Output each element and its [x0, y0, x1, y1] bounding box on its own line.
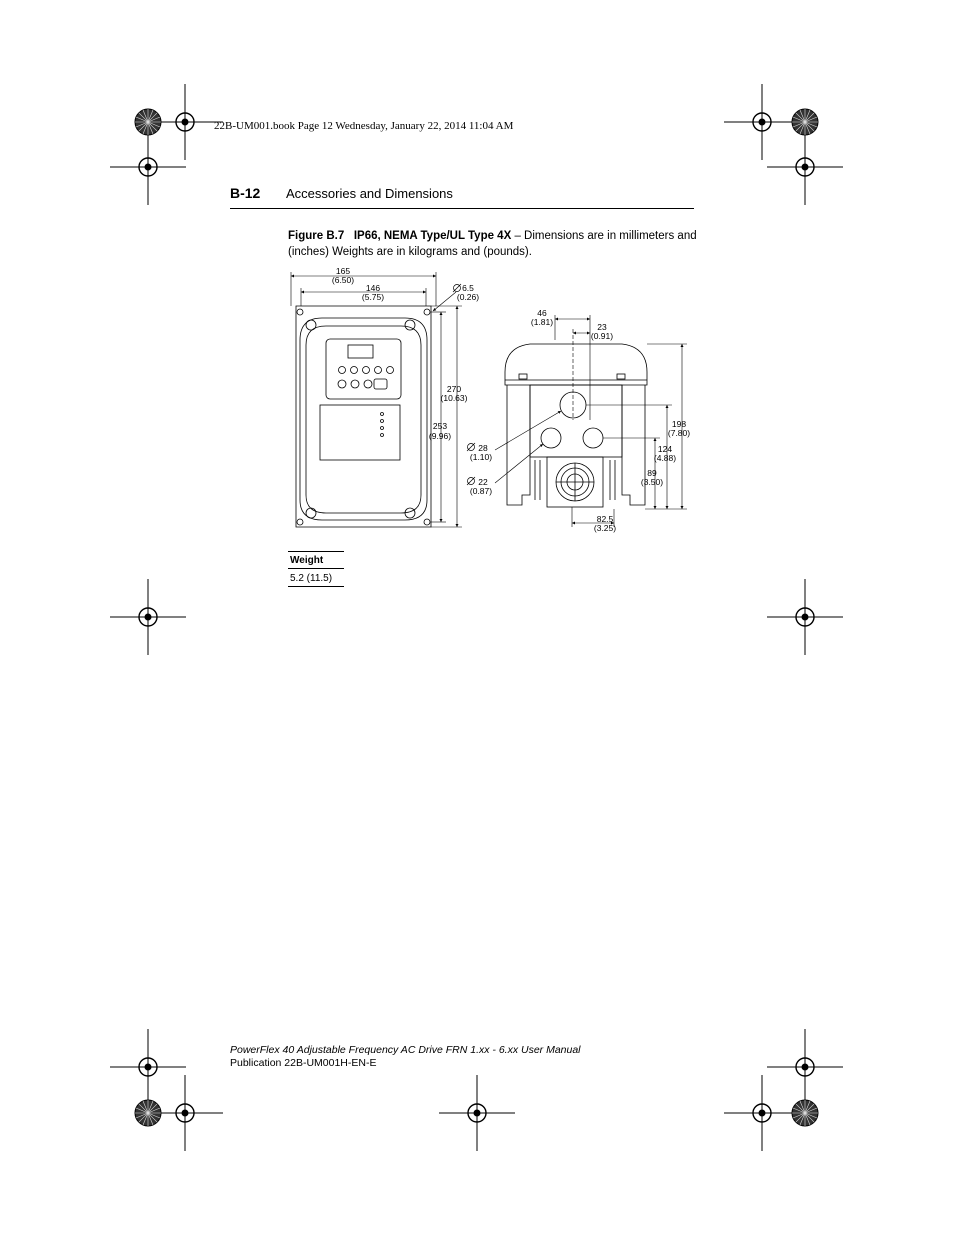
- cover-panel: [320, 405, 400, 460]
- dim-124: 124: [657, 444, 673, 454]
- dim-89: 89: [647, 468, 657, 478]
- crosshair-icon: [724, 84, 800, 160]
- crosshair-icon: [767, 1029, 843, 1105]
- color-star-icon: [792, 1100, 818, 1126]
- figure-caption: [288, 228, 698, 260]
- crosshair-icon: [439, 1075, 515, 1151]
- dim-46: 46: [537, 308, 547, 318]
- dim-89-in: (3.50): [640, 477, 664, 487]
- dim-124-in: (4.88): [653, 453, 677, 463]
- color-star-icon: [135, 1100, 161, 1126]
- weight-value: 5.2 (11.5): [290, 573, 333, 584]
- conduit-22-icon: [583, 428, 603, 448]
- front-enclosure: [300, 318, 427, 520]
- publication-number: Publication 22B-UM001H-EN-E: [230, 1057, 377, 1069]
- dim-165: 165: [335, 266, 351, 276]
- dim-198: 198: [671, 419, 687, 429]
- dim-270: 270: [446, 384, 462, 394]
- conduit-22-icon: [541, 428, 561, 448]
- dim-28: 28: [478, 443, 488, 453]
- figure-title: IP66, NEMA Type/UL Type 4X: [353, 230, 512, 242]
- crosshair-icon: [110, 129, 186, 205]
- dim-hole-in: (0.26): [456, 292, 480, 302]
- crosshair-icon: [724, 1075, 800, 1151]
- manual-title: PowerFlex 40 Adjustable Frequency AC Drive FRN 1.xx - 6.xx User Manual: [230, 1044, 581, 1056]
- crosshair-icon: [767, 129, 843, 205]
- page-footer: [230, 1044, 581, 1070]
- dim-22: 22: [478, 477, 488, 487]
- dim-46-in: (1.81): [530, 317, 554, 327]
- dim-146: 146: [365, 283, 381, 293]
- dim-270-in: (10.63): [440, 393, 468, 403]
- weight-header: Weight: [290, 555, 324, 566]
- keypad-panel: [326, 339, 401, 399]
- color-star-icon: [135, 109, 161, 135]
- section-title: Accessories and Dimensions: [286, 186, 453, 201]
- dim-165-in: (6.50): [331, 275, 355, 285]
- dim-23-in: (0.91): [590, 331, 614, 341]
- print-slug: 22B-UM001.book Page 12 Wednesday, January 22, 2014 11:04 AM: [214, 120, 514, 132]
- dim-22-in: (0.87): [469, 486, 493, 496]
- dim-28-in: (1.10): [469, 452, 493, 462]
- header-rule: [230, 208, 694, 209]
- dimension-drawing: [280, 262, 700, 542]
- crosshair-icon: [110, 1029, 186, 1105]
- dim-146-in: (5.75): [361, 292, 385, 302]
- dim-82-5-in: (3.25): [593, 523, 617, 533]
- figure-description: – Dimensions are in millimeters and (inches) Weights are in kilograms and (pounds).: [288, 230, 697, 258]
- dim-hole: 6.5: [462, 283, 474, 293]
- dim-253-in: (9.96): [428, 431, 452, 441]
- weight-table: [288, 551, 344, 587]
- color-star-icon: [792, 109, 818, 135]
- dim-82-5: 82.5: [596, 514, 614, 524]
- dim-198-in: (7.80): [667, 428, 691, 438]
- crosshair-icon: [767, 579, 843, 655]
- figure-label: Figure B.7: [288, 230, 345, 242]
- crosshair-icon: [110, 579, 186, 655]
- page-code: B-12: [230, 185, 261, 201]
- display-icon: [348, 345, 373, 358]
- dim-253: 253: [432, 421, 448, 431]
- dim-23: 23: [597, 322, 607, 332]
